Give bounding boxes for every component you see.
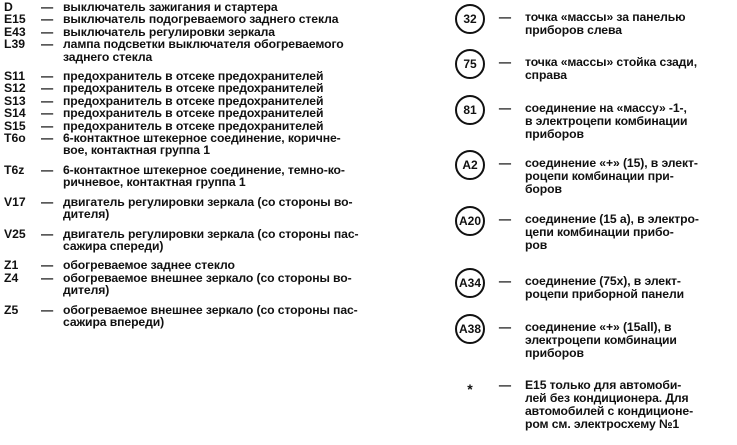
legend-description: выключатель зажигания и стартера: [63, 0, 278, 14]
legend-item-T6z: [4, 164, 414, 189]
legend-code: Z5: [4, 302, 19, 317]
legend-description: 6-контактное штекерное соединение, коричне- вое, контактная группа 1: [63, 131, 341, 158]
footnote-text: E15 только для автомоби- лей без кондиционера. Для автомобилей с кондиционе- ром см. электросхему №1: [525, 378, 694, 431]
legend-dash: —: [41, 258, 54, 273]
marker-item-A34: [455, 268, 737, 301]
legend-item-E15: [4, 13, 414, 25]
legend-dash: —: [41, 226, 54, 241]
marker-circle: 75: [455, 49, 485, 79]
legend-code: S13: [4, 93, 26, 108]
marker-circle: 81: [455, 95, 485, 125]
legend-description: обогреваемое внешнее зеркало (со стороны во- дителя): [63, 270, 352, 298]
legend-code: Z1: [4, 258, 19, 273]
marker-dash: —: [498, 10, 512, 24]
legend-dash: —: [41, 302, 54, 317]
legend-description: предохранитель в отсеке предохранителей: [63, 69, 324, 84]
legend-description: обогреваемое внешнее зеркало (со стороны пас- сажира впереди): [63, 302, 358, 329]
legend-item-Z1: [4, 259, 414, 271]
legend-code: E15: [4, 12, 26, 27]
marker-circle: A20: [455, 206, 485, 236]
legend-description: двигатель регулировки зеркала (со стороны пас- сажира спереди): [63, 226, 359, 253]
legend-dash: —: [41, 270, 54, 285]
legend-code: S14: [4, 106, 26, 121]
legend-dash: —: [41, 194, 54, 209]
marker-circle: A2: [455, 150, 485, 180]
legend-item-V25: [4, 228, 414, 253]
marker-circle: A34: [455, 268, 485, 298]
marker-dash: —: [498, 320, 512, 334]
legend-code: S11: [4, 69, 26, 84]
legend-item-L39: [4, 38, 414, 63]
marker-dash: —: [498, 378, 512, 392]
legend-code: T6o: [4, 131, 26, 146]
legend-code: L39: [4, 37, 26, 52]
marker-circle: 32: [455, 4, 485, 34]
marker-item-A20: [455, 206, 737, 252]
component-legend: [4, 1, 414, 328]
legend-code: T6z: [4, 162, 25, 177]
legend-item-T6o: [4, 132, 414, 157]
marker-item-75: [455, 49, 737, 82]
marker-item-footnote: [455, 379, 737, 431]
legend-dash: —: [41, 81, 54, 96]
legend-description: выключатель регулировки зеркала: [63, 24, 275, 39]
marker-description: точка «массы» стойка сзади, справа: [525, 55, 697, 82]
legend-description: двигатель регулировки зеркала (со стороны во- дителя): [63, 194, 353, 222]
marker-dash: —: [498, 156, 512, 170]
marker-description: соединение «+» (15), в элект- роцепи комбинации при- боров: [525, 156, 698, 196]
legend-dash: —: [41, 131, 54, 146]
marker-description: соединение на «массу» -1-, в электроцепи комбинации приборов: [525, 101, 688, 141]
marker-description: точка «массы» за панелью приборов слева: [525, 10, 686, 37]
marker-item-A2: [455, 150, 737, 196]
legend-code: V25: [4, 226, 26, 241]
legend-item-Z5: [4, 304, 414, 329]
legend-item-S14: [4, 107, 414, 119]
legend-description: предохранитель в отсеке предохранителей: [63, 81, 324, 96]
legend-description: лампа подсветки выключателя обогреваемого заднего стекла: [63, 37, 344, 64]
legend-description: обогреваемое заднее стекло: [63, 258, 235, 273]
legend-code: D: [4, 0, 13, 14]
marker-item-A38: [455, 314, 737, 360]
legend-dash: —: [41, 162, 54, 177]
legend-description: предохранитель в отсеке предохранителей: [63, 118, 324, 133]
ground-point-legend: [455, 0, 737, 445]
marker-description: соединение «+» (15all), в электроцепи комбинации приборов: [525, 320, 677, 360]
legend-item-S12: [4, 82, 414, 94]
legend-code: Z4: [4, 270, 19, 285]
legend-dash: —: [41, 24, 54, 39]
asterisk-marker: *: [467, 381, 473, 397]
legend-item-Z4: [4, 272, 414, 297]
marker-description: соединение (15 а), в электро- цепи комбинации прибо- ров: [525, 212, 699, 252]
legend-dash: —: [41, 12, 54, 27]
marker-dash: —: [498, 274, 512, 288]
legend-description: предохранитель в отсеке предохранителей: [63, 93, 324, 108]
legend-dash: —: [41, 0, 54, 14]
marker-dash: —: [498, 212, 512, 226]
legend-description: предохранитель в отсеке предохранителей: [63, 106, 324, 121]
legend-dash: —: [41, 106, 54, 121]
marker-circle: A38: [455, 314, 485, 344]
legend-dash: —: [41, 93, 54, 108]
legend-description: 6-контактное штекерное соединение, темно-ко- ричневое, контактная группа 1: [63, 162, 345, 190]
legend-dash: —: [41, 118, 54, 133]
marker-item-81: [455, 95, 737, 141]
legend-dash: —: [41, 69, 54, 84]
legend-code: S15: [4, 118, 26, 133]
marker-description: соединение (75х), в элект- роцепи приборной панели: [525, 274, 685, 301]
marker-dash: —: [498, 55, 512, 69]
legend-code: S12: [4, 81, 26, 96]
legend-description: выключатель подогреваемого заднего стекла: [63, 12, 339, 27]
legend-item-V17: [4, 196, 414, 221]
legend-code: E43: [4, 24, 26, 39]
marker-item-32: [455, 4, 737, 37]
legend-code: V17: [4, 194, 26, 209]
legend-dash: —: [41, 37, 54, 52]
marker-dash: —: [498, 101, 512, 115]
